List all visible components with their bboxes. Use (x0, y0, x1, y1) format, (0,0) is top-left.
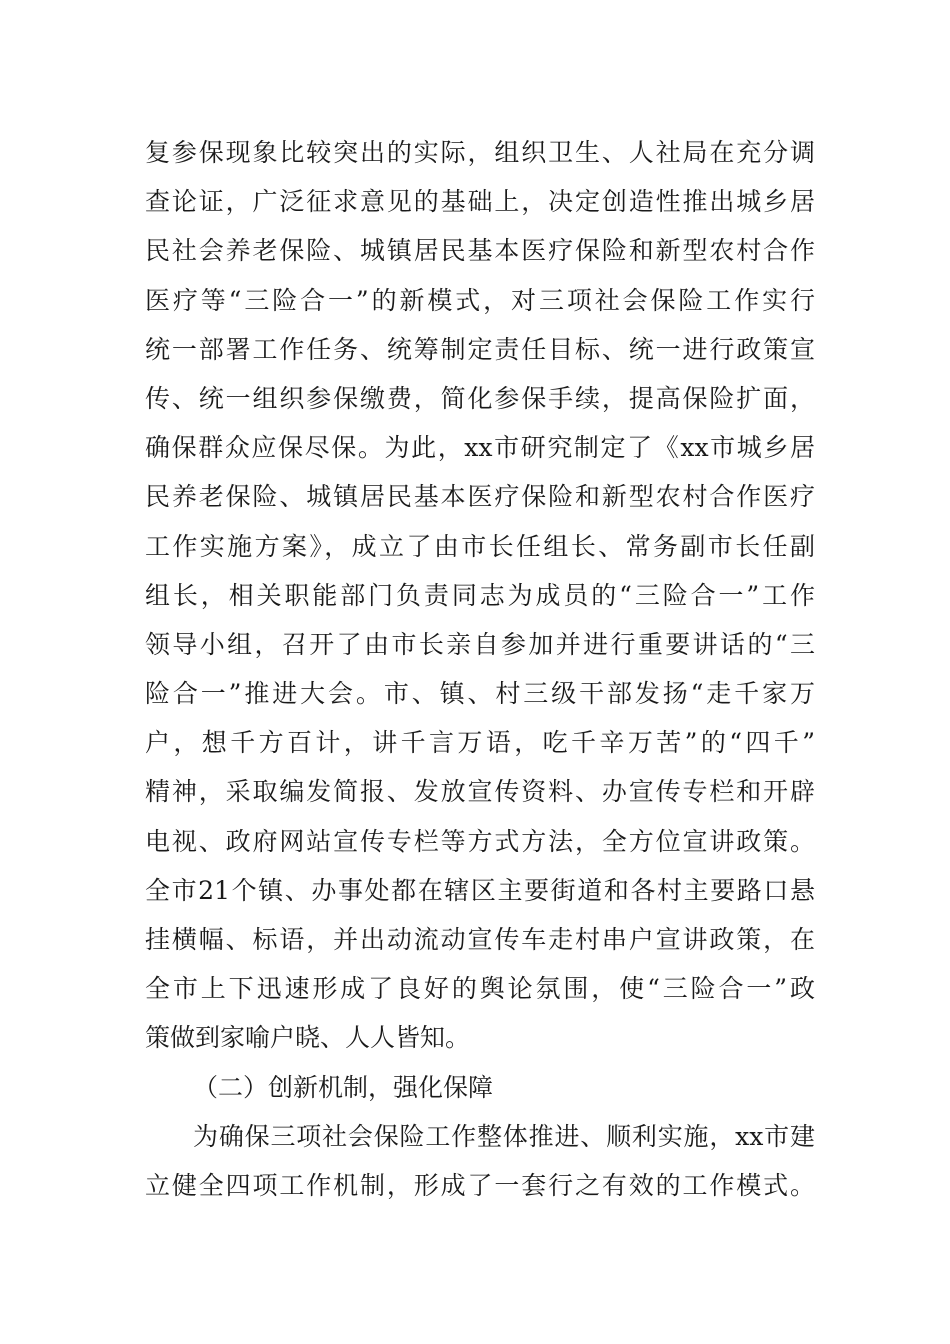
text-line: 精神，采取编发简报、发放宣传资料、办宣传专栏和开辟 (145, 777, 815, 807)
text-line: 险合一”推进大会。市、镇、村三级干部发扬“走千家万 (145, 679, 815, 709)
text-line: 复参保现象比较突出的实际，组织卫生、人社局在充分调 (145, 138, 815, 167)
text-line: 查论证，广泛征求意见的基础上，决定创造性推出城乡居 (145, 187, 815, 217)
text-line: 户，想千方百计，讲千言万语，吃千辛万苦”的“四千” (145, 728, 815, 758)
text-line: 统一部署工作任务、统筹制定责任目标、统一进行政策宣 (145, 334, 815, 364)
text-line: 确保群众应保尽保。为此，xx市研究制定了《xx市城乡居 (145, 433, 815, 463)
text-line: 工作实施方案》，成立了由市长任组长、常务副市长任副 (145, 531, 815, 561)
text-line: 为确保三项社会保险工作整体推进、顺利实施，xx市建 (193, 1121, 815, 1151)
text-line: 传、统一组织参保缴费，简化参保手续，提高保险扩面， (145, 383, 815, 413)
text-line: 领导小组，召开了由市长亲自参加并进行重要讲话的“三 (145, 629, 815, 659)
text-line: 医疗等“三险合一”的新模式，对三项社会保险工作实行 (145, 285, 815, 315)
text-line: 全市21个镇、办事处都在辖区主要街道和各村主要路口悬 (145, 875, 815, 905)
text-line: 民养老保险、城镇居民基本医疗保险和新型农村合作医疗 (145, 482, 815, 512)
text-line: 组长，相关职能部门负责同志为成员的“三险合一”工作 (145, 580, 815, 610)
text-line: 全市上下迅速形成了良好的舆论氛围，使“三险合一”政 (145, 974, 815, 1004)
text-line: 策做到家喻户晓、人人皆知。 (145, 1023, 471, 1053)
document-body-text (145, 128, 815, 1210)
text-line: 民社会养老保险、城镇居民基本医疗保险和新型农村合作 (145, 236, 815, 266)
text-line: 挂横幅、标语，并出动流动宣传车走村串户宣讲政策，在 (145, 925, 815, 954)
text-line: 立健全四项工作机制，形成了一套行之有效的工作模式。 (145, 1170, 815, 1200)
section-heading: （二）创新机制，强化保障 (193, 1072, 494, 1102)
text-line: 电视、政府网站宣传专栏等方式方法，全方位宣讲政策。 (145, 826, 815, 856)
